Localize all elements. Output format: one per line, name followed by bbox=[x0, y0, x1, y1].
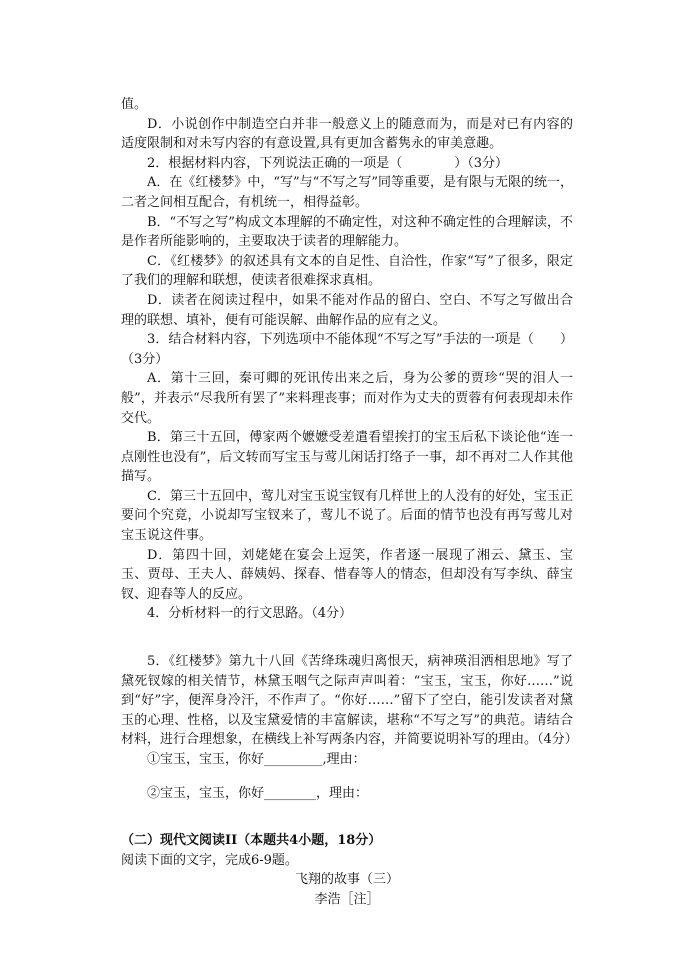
question-5: 5．《红楼梦》第九十八回《苦绛珠魂归离恨天，病神瑛泪洒相思地》写了黛死钗嫁的相关情节，林黛玉咽气之际声声叫着：“宝玉，宝玉，你好……”说到“好”字，便浑身冷汗，不作声了。“你好……”留下了空白，能引发读者对黛玉的心理、性格，以及宝黛爱情的丰富解读，堪称“不写之写”的典范。请结合材料，进行合理想象，在横线上补写两条内容，并简要说明补写的理由。（4分） bbox=[121, 654, 578, 748]
question-3-option-a: A．第十三回，秦可卿的死讯传出来之后，身为公爹的贾珍“哭的泪人一般”，并表示“尽我所有罢了”来料理丧事；而对作为丈夫的贾蓉有何表现却未作交代。 bbox=[121, 371, 573, 426]
spacer bbox=[121, 770, 573, 784]
answer-line-2: ②宝玉，宝玉，你好________，理由： bbox=[147, 785, 369, 801]
question-2-option-b: B．“不写之写”构成文本理解的不确定性，对这种不确定性的合理解读，不是作者所能影响的，主要取决于读者的理解能力。 bbox=[121, 214, 573, 250]
question-3-option-d: D．第四十回，刘姥姥在宴会上逗笑，作者逐一展现了湘云、黛玉、宝玉、贾母、王夫人、薛姨妈、探春、惜春等人的情态，但却没有写李纨、薛宝钗、迎春等人的反应。 bbox=[121, 547, 573, 602]
question-4: 4．分析材料一的行文思路。（4分） bbox=[147, 606, 353, 622]
document-content bbox=[121, 95, 578, 910]
section-heading: （二）现代文阅读II（本题共4小题，18分） bbox=[121, 833, 382, 849]
option-d-item: D．小说创作中制造空白并非一般意义上的随意而为，而是对已有内容的适度限制和对未写内容的有意设置,具有更加含蓄隽永的审美意趣。 bbox=[121, 116, 573, 152]
question-2-option-c: C．《红楼梦》的叙述具有文本的自足性、自洽性，作家“写”了很多，限定了我们的理解和联想，使读者很难探求真相。 bbox=[121, 253, 573, 289]
story-title: 飞翔的故事（三） bbox=[294, 872, 399, 888]
question-2-option-a: A．在《红楼梦》中，“写”与“不写之写”同等重要，是有限与无限的统一，二者之间相互配合，有机统一，相得益彰。 bbox=[121, 175, 573, 210]
question-3-option-c: C．第三十五回中，莺儿对宝玉说宝钗有几样世上的人没有的好处，宝玉正要问个究竟，小说却写宝钗来了，莺儿不说了。后面的情节也没有再写莺儿对宝玉说这件事。 bbox=[121, 488, 573, 544]
question-2-option-d: D．读者在阅读过程中，如果不能对作品的留白、空白、不写之写做出合理的联想、填补，便有可能误解、曲解作品的应有之义。 bbox=[121, 292, 573, 328]
text-line: 值。 bbox=[121, 97, 148, 112]
story-author: 李浩［注］ bbox=[314, 891, 380, 907]
answer-line-1: ①宝玉，宝玉，你好_________,理由： bbox=[147, 752, 366, 767]
question-3-option-b: B．第三十五回，傅家两个嬷嬷受差遣看望挨打的宝玉后私下谈论他“连一点刚性也没有”，后文转而写宝玉与莺儿闲话打络子一事，却不再对二人作其他描写。 bbox=[121, 430, 573, 485]
section-instructions: 阅读下面的文字，完成6-9题。 bbox=[121, 852, 298, 868]
spacer bbox=[121, 803, 573, 831]
spacer bbox=[121, 624, 573, 652]
question-2: 2．根据材料内容，下列说法正确的一项是（ ）（3分） bbox=[147, 155, 509, 171]
question-3: 3．结合材料内容，下列选项中不能体现“不写之写”手法的一项是（ ）（3分） bbox=[121, 332, 573, 367]
